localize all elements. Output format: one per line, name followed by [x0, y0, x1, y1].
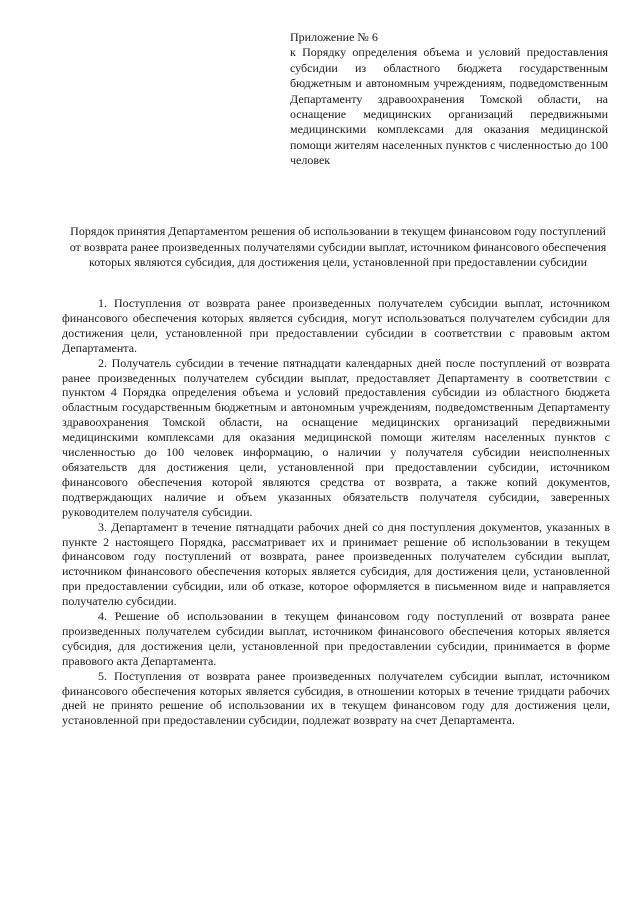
- appendix-header: [290, 30, 608, 169]
- appendix-title: Приложение № 6: [290, 30, 378, 44]
- paragraph-4: 4. Решение об использовании в текущем финансовом году поступлений от возврата ранее произведенных получателем субсидии выплат, источником финансового обеспечения которых является субсидия, для достижения цели, установленной при предоставлении субсидии, принимается в форме правового акта Департамента.: [62, 609, 610, 668]
- document-title: Порядок принятия Департаментом решения об использовании в текущем финансовом году поступлений от возврата ранее произведенных получателями субсидии выплат, источником финансового обеспечения которых являются субсидия, для достижения цели, установленной при предоставлении субсидии: [69, 224, 607, 269]
- paragraph-3: 3. Департамент в течение пятнадцати рабочих дней со дня поступления документов, указанных в пункте 2 настоящего Порядка, рассматривает их и принимает решение об использовании в текущем финансовом году поступлений от возврата, ранее произведенных получателем субсидии выплат, источником финансового обеспечения которых является субсидия, для достижения цели, установленной при предоставлении субсидии, или об отказе, которое оформляется в письменном виде и направляется получателю субсидии.: [62, 519, 610, 609]
- paragraph-1: 1. Поступления от возврата ранее произведенных получателем субсидии выплат, источником финансового обеспечения которых является субсидия, могут использоваться получателем субсидии для достижения цели, установленной при предоставлении субсидии в соответствии с правовым актом Департамента.: [62, 296, 610, 355]
- document-body: [62, 296, 610, 728]
- appendix-reference: к Порядку определения объема и условий предоставления субсидии из областного бюджета государственным бюджетным и автономным учреждениям, подведомственным Департаменту здравоохранения Томской области, на оснащение медицинских организаций передвижными медицинскими комплексами для оказания медицинской помощи жителям населенных пунктов с численностью до 100 человек: [290, 45, 608, 168]
- paragraph-5: 5. Поступления от возврата ранее произведенных получателем субсидии выплат, источником финансового обеспечения которых является субсидия, в отношении которых в течение тридцати рабочих дней не принято решение об использовании их в текущем финансовом году для достижения цели, установленной при предоставлении субсидии, подлежат возврату на счет Департамента.: [62, 668, 610, 728]
- paragraph-2: 2. Получатель субсидии в течение пятнадцати календарных дней после поступлений от возврата ранее произведенных получателем субсидии выплат, предоставляет Департаменту в соответствии с пунктом 4 Порядка определения объема и условий предоставления субсидии из областного бюджета областным государственным бюджетным и автономным учреждениям, подведомственным Департаменту здравоохранения Томской области, на оснащение медицинских организаций передвижными медицинскими комплексами для оказания медицинской помощи жителям населенных пунктов с численностью до 100 человек информацию, о наличии у получателя субсидии неисполненных обязательств для достижения цели, установленной при предоставлении субсидии, источником финансового обеспечения которой являются средства от возврата, а также копий документов, подтверждающих наличие и объем указанных обязательств получателя субсидии, заверенных руководителем получателя субсидии.: [62, 355, 610, 519]
